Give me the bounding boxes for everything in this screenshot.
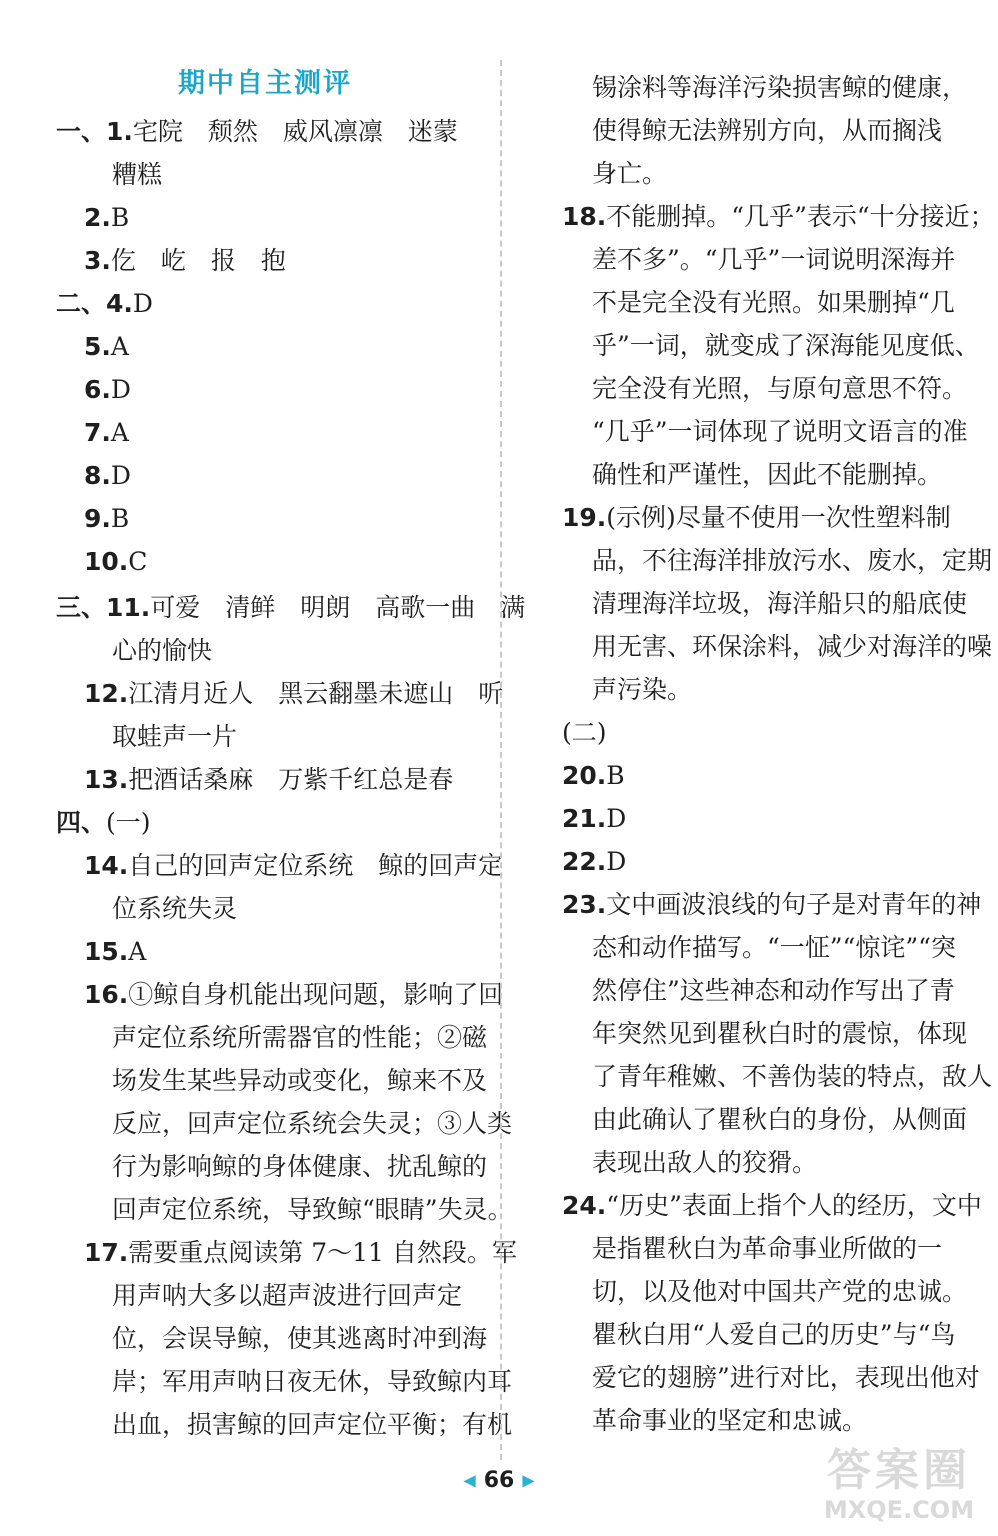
answer-line: 20.B bbox=[562, 761, 625, 790]
watermark-top: 答案圈 bbox=[827, 1445, 971, 1496]
answer-line: 反应，回声定位系统会失灵；③人类 bbox=[112, 1109, 513, 1138]
answer-line: 5.A bbox=[84, 332, 129, 361]
answer-line: 22.D bbox=[562, 847, 627, 876]
watermark-logo bbox=[804, 1446, 994, 1530]
answer-line: 用声呐大多以超声波进行回声定 bbox=[112, 1281, 463, 1310]
column-divider bbox=[500, 60, 502, 1460]
answer-line: (二) bbox=[562, 718, 607, 747]
answer-line: 2.B bbox=[84, 203, 130, 232]
page-number: 66 bbox=[483, 1467, 515, 1493]
answer-line: 岸；军用声呐日夜无休，导致鲸内耳 bbox=[112, 1367, 513, 1396]
page-title: 期中自主测评 bbox=[178, 68, 352, 99]
answer-line: 然停住”这些神态和动作写出了青 bbox=[592, 976, 955, 1005]
answer-line: 锡涂料等海洋污染损害鲸的健康， bbox=[592, 73, 968, 102]
answer-line: 三、11.可爱 清鲜 明朗 高歌一曲 满 bbox=[56, 593, 526, 622]
answer-line: 不是完全没有光照。如果删掉“几 bbox=[592, 288, 955, 317]
answer-line: 革命事业的坚定和忠诚。 bbox=[592, 1406, 868, 1435]
answer-line: 行为影响鲸的身体健康、扰乱鲸的 bbox=[112, 1152, 488, 1181]
answer-line: 14.自己的回声定位系统 鲸的回声定 bbox=[84, 851, 504, 880]
answer-line: 使得鲸无法辨别方向，从而搁浅 bbox=[592, 116, 943, 145]
answer-line: 心的愉快 bbox=[112, 636, 213, 665]
answer-line: 表现出敌人的狡猾。 bbox=[592, 1148, 818, 1177]
answer-line: 完全没有光照，与原句意思不符。 bbox=[592, 374, 968, 403]
answer-line: 声污染。 bbox=[592, 675, 693, 704]
answer-line: 23.文中画波浪线的句子是对青年的神 bbox=[562, 890, 982, 919]
answer-line: 3.仡 屹 报 抱 bbox=[84, 246, 286, 275]
answer-line: 差不多”。“几乎”一词说明深海并 bbox=[592, 245, 956, 274]
triangle-right-icon: ▶ bbox=[522, 1470, 535, 1490]
answer-line: 15.A bbox=[84, 937, 147, 966]
answer-line: 二、4.D bbox=[56, 289, 153, 318]
answer-line: 场发生某些异动或变化，鲸来不及 bbox=[112, 1066, 488, 1095]
answer-line: 清理海洋垃圾，海洋船只的船底使 bbox=[592, 589, 968, 618]
answer-line: 7.A bbox=[84, 418, 129, 447]
answer-line: 17.需要重点阅读第 7～11 自然段。军 bbox=[84, 1238, 517, 1267]
answer-line: 品，不往海洋排放污水、废水，定期 bbox=[592, 546, 993, 575]
watermark-bottom: MXQE.COM bbox=[823, 1496, 975, 1524]
answer-line: 瞿秋白用“人爱自己的历史”与“鸟 bbox=[592, 1320, 956, 1349]
answer-line: 24.“历史”表面上指个人的经历，文中 bbox=[562, 1191, 982, 1220]
answer-line: 确性和严谨性，因此不能删掉。 bbox=[592, 460, 943, 489]
answer-line: 四、(一) bbox=[56, 808, 151, 837]
answer-line: 用无害、环保涂料，减少对海洋的噪 bbox=[592, 632, 993, 661]
answer-line: 9.B bbox=[84, 504, 130, 533]
answer-line: 出血，损害鲸的回声定位平衡；有机 bbox=[112, 1410, 513, 1439]
answer-line: 爱它的翅膀”进行对比，表现出他对 bbox=[592, 1363, 980, 1392]
answer-line: 8.D bbox=[84, 461, 131, 490]
answer-line: 了青年稚嫩、不善伪装的特点，敌人 bbox=[592, 1062, 993, 1091]
answer-line: 13.把酒话桑麻 万紫千红总是春 bbox=[84, 765, 454, 794]
answer-line: 身亡。 bbox=[592, 159, 668, 188]
answer-line: 18.不能删掉。“几乎”表示“十分接近； bbox=[562, 202, 995, 231]
answer-line: 12.江清月近人 黑云翻墨未遮山 听 bbox=[84, 679, 504, 708]
answer-line: 态和动作描写。“一怔”“惊诧”“突 bbox=[592, 933, 956, 962]
answer-line: 回声定位系统，导致鲸“眼睛”失灵。 bbox=[112, 1195, 513, 1224]
answer-line: 乎”一词，就变成了深海能见度低、 bbox=[592, 331, 980, 360]
answer-line: 位，会误导鲸，使其逃离时冲到海 bbox=[112, 1324, 488, 1353]
answer-line: 21.D bbox=[562, 804, 627, 833]
answer-line: 位系统失灵 bbox=[112, 894, 238, 923]
answer-line: “几乎”一词体现了说明文语言的准 bbox=[592, 417, 968, 446]
answer-line: 是指瞿秋白为革命事业所做的一 bbox=[592, 1234, 943, 1263]
answer-line: 16.①鲸自身机能出现问题，影响了回 bbox=[84, 980, 504, 1009]
answer-line: 一、1.宅院 颓然 威风凛凛 迷蒙 bbox=[56, 117, 458, 146]
answer-line: 年突然见到瞿秋白时的震惊，体现 bbox=[592, 1019, 968, 1048]
answer-line: 取蛙声一片 bbox=[112, 722, 238, 751]
answer-line: 切，以及他对中国共产党的忠诚。 bbox=[592, 1277, 968, 1306]
answer-line: 19.(示例)尽量不使用一次性塑料制 bbox=[562, 503, 951, 532]
answer-line: 10.C bbox=[84, 547, 148, 576]
answer-line: 由此确认了瞿秋白的身份，从侧面 bbox=[592, 1105, 968, 1134]
triangle-left-icon: ◀ bbox=[463, 1470, 476, 1490]
answer-line: 糟糕 bbox=[112, 160, 163, 189]
answer-line: 6.D bbox=[84, 375, 131, 404]
answer-line: 声定位系统所需器官的性能；②磁 bbox=[112, 1023, 488, 1052]
